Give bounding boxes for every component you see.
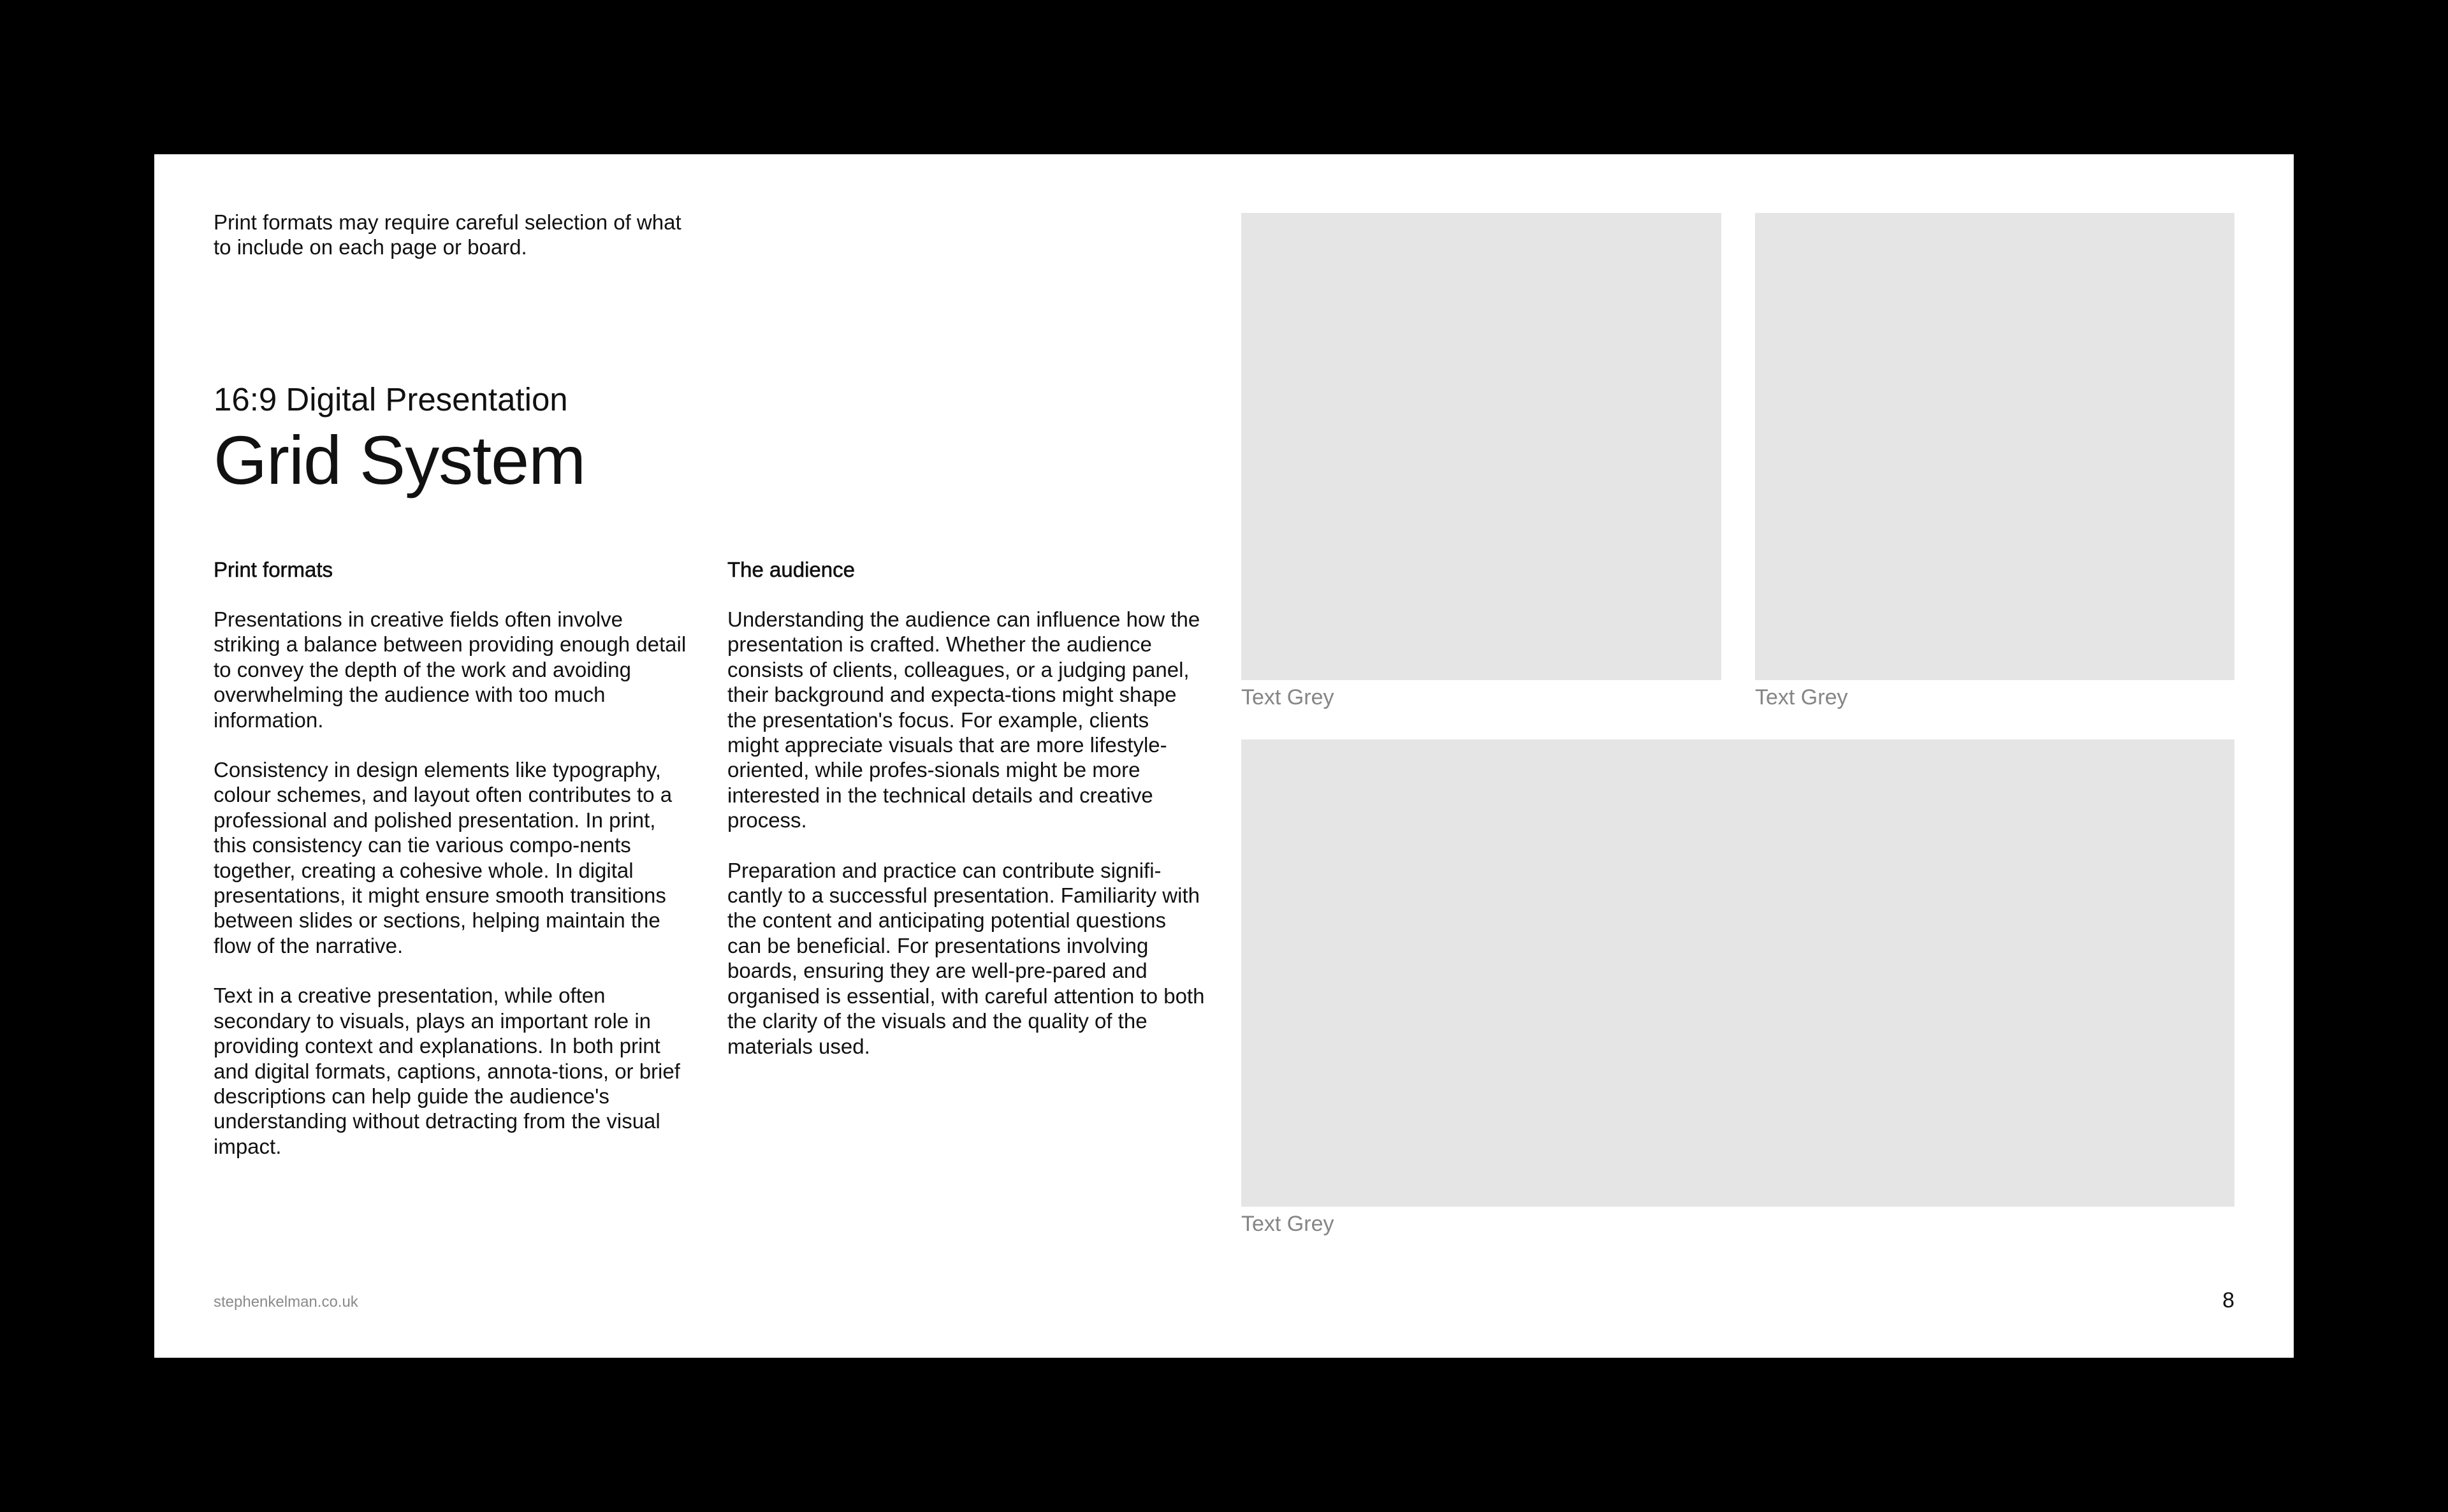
column-heading: Print formats xyxy=(214,558,333,581)
image-caption: Text Grey xyxy=(1755,685,1848,709)
footer-url: stephenkelman.co.uk xyxy=(214,1293,358,1311)
intro-text: Print formats may require careful selection of what to include on each page or board. xyxy=(214,210,681,259)
column-paragraph: Preparation and practice can contribute signifi-cantly to a successful presentation. Familiarity with the content and anticipating potential questions can be beneficial. For presentations involving boards, ensuring they are well-pre-pared and organised is essential, with careful attention to both the clarity of the visuals and the quality of the materials used. xyxy=(727,858,1205,1058)
slide-subtitle: 16:9 Digital Presentation xyxy=(214,381,568,418)
image-placeholder xyxy=(1755,213,2234,680)
column-heading: The audience xyxy=(727,558,855,581)
column-print-formats xyxy=(214,557,692,1184)
image-placeholder xyxy=(1241,213,1721,680)
column-paragraph: Text in a creative presentation, while often secondary to visuals, plays an important role in providing context and explanations. In both print and digital formats, captions, annota-tions, or brief descriptions can help guide the audience's understanding without detracting from the visual impact. xyxy=(214,984,680,1158)
slide-title: Grid System xyxy=(214,421,586,498)
image-placeholder-wide xyxy=(1241,739,2234,1207)
column-paragraph: Presentations in creative fields often involve striking a balance between providing enough detail to convey the depth of the work and avoiding overwhelming the audience with too much information. xyxy=(214,607,687,732)
image-caption: Text Grey xyxy=(1241,685,1334,709)
page-number: 8 xyxy=(2222,1288,2234,1312)
image-caption: Text Grey xyxy=(1241,1212,1334,1236)
column-the-audience xyxy=(727,557,1206,1084)
column-paragraph: Understanding the audience can influence how the presentation is crafted. Whether the audience consists of clients, colleagues, or a judging panel, their background and expecta-tions might shape the presentation's focus. For example, clients might appreciate visuals that are more lifestyle-oriented, while profes-sionals might be more interested in the technical details and creative process. xyxy=(727,607,1200,832)
column-paragraph: Consistency in design elements like typography, colour schemes, and layout often contributes to a professional and polished presentation. In print, this consistency can tie various compo-nents together, creating a cohesive whole. In digital presentations, it might ensure smooth transitions between slides or sections, helping maintain the flow of the narrative. xyxy=(214,758,673,957)
slide-page xyxy=(154,154,2294,1358)
